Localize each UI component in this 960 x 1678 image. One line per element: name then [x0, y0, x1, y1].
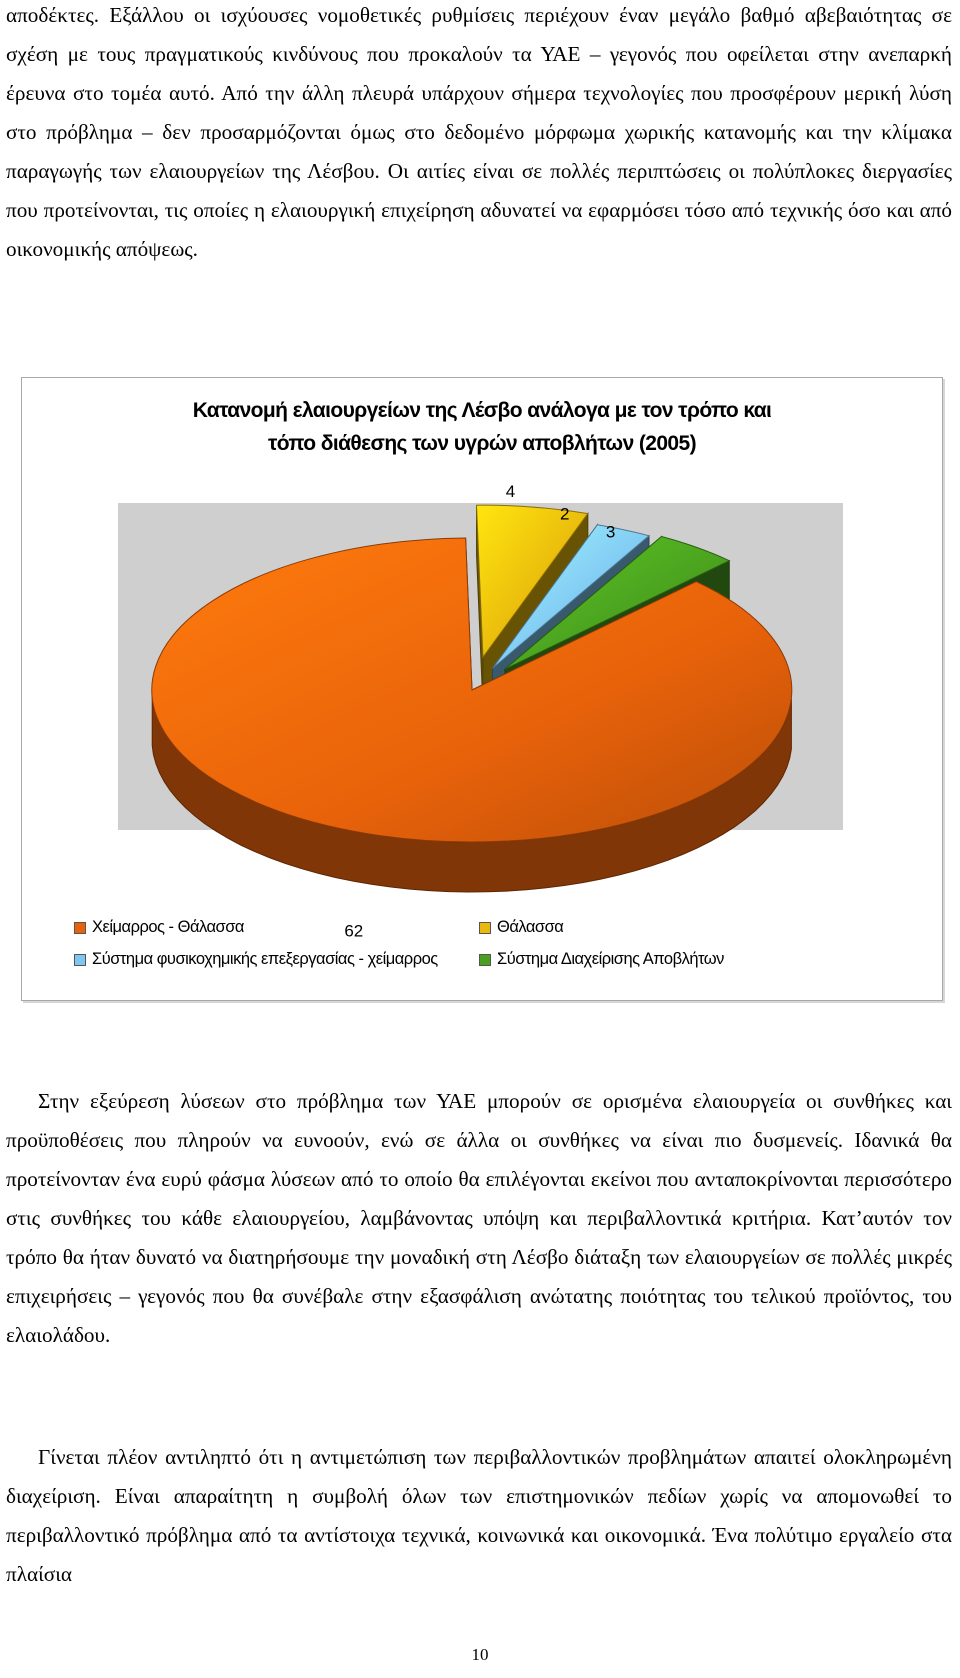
legend-item-torrent-sea: [74, 918, 244, 937]
paragraph-intro: αποδέκτες. Εξάλλου οι ισχύουσες νομοθετικές ρυθμίσεις περιέχουν έναν μεγάλο βαθμό αβεβαιότητας σε σχέση με τους πραγματικούς κινδύνους που προκαλούν τα ΥΑΕ – γεγονός που οφείλεται στην ανεπαρκή έρευνα στο τομέα αυτό. Από την άλλη πλευρά υπάρχουν σήμερα τεχνολογίες που προσφέρουν μερική λύση στο πρόβλημα – δεν προσαρμόζονται όμως στο δεδομένο μόρφωμα χωρικής κατανομής και την κλίμακα παραγωγής των ελαιουργείων της Λέσβου. Οι αιτίες είναι σε πολλές περιπτώσεις οι πολύπλοκες διεργασίες που προτείνονται, τις οποίες η ελαιουργική επιχείρηση αδυνατεί να εφαρμόσει τόσο από τεχνικής όσο και από οικονομικής απόψεως.: [6, 3, 952, 261]
data-label-physicochemical-system: 2: [559, 504, 570, 524]
paragraph-integrated-management: Γίνεται πλέον αντιληπτό ότι η αντιμετώπιση των περιβαλλοντικών προβλημάτων απαιτεί ολοκληρωμένη διαχείριση. Είναι απαραίτητη η συμβολή όλων των επιστημονικών πεδίων χωρίς να απομονωθεί το περιβαλλοντικό πρόβλημα από τα αντίστοιχα τεχνικά, κοινωνικά και οικονομικά. Ένα πολύτιμο εργαλείο στα πλαίσια: [6, 1445, 952, 1586]
legend-label: Θάλασσα: [497, 918, 564, 936]
legend-swatch-green: [479, 954, 491, 966]
pie-chart-svg: [22, 378, 942, 1000]
legend-swatch-yellow: [479, 922, 491, 934]
legend-label: Σύστημα φυσικοχημικής επεξεργασίας - χείμαρρος: [92, 950, 438, 968]
legend-label: Χείμαρρος - Θάλασσα: [92, 918, 244, 936]
legend-item-sea: [479, 918, 563, 937]
data-label-sea: 4: [505, 482, 516, 501]
legend-item-physicochemical-system: [74, 950, 438, 969]
legend-label: Σύστημα Διαχείρισης Αποβλήτων: [497, 950, 724, 968]
legend-swatch-orange: [74, 922, 86, 934]
pie-chart-figure: [21, 377, 943, 1001]
data-label-torrent-sea: 62: [344, 921, 364, 941]
chart-title-line-1: Κατανομή ελαιουργείων της Λέσβο ανάλογα με τον τρόπο και: [192, 399, 772, 422]
legend-swatch-light-blue: [74, 954, 86, 966]
page-number: 10: [471, 1645, 489, 1664]
chart-title-line-2: τόπο διάθεσης των υγρών αποβλήτων (2005): [267, 432, 696, 455]
paragraph-solutions: Στην εξεύρεση λύσεων στο πρόβλημα των ΥΑΕ μπορούν σε ορισμένα ελαιουργεία οι συνθήκες και προϋποθέσεις που πληρούν να ευνοούν, ενώ σε άλλα οι συνθήκες να είναι πιο δυσμενείς. Ιδανικά θα προτείνονταν ένα ευρύ φάσμα λύσεων από το οποίο θα επιλέγονται εκείνοι που ανταποκρίνονται περισσότερο στις συνθήκες του κάθε ελαιουργείου, λαμβάνοντας υπόψη και περιβαλλοντικά κριτήρια. Κατ’αυτόν τον τρόπο θα ήταν δυνατό να διατηρήσουμε την μοναδική στη Λέσβο διάταξη των ελαιουργείων σε πολλές μικρές επιχειρήσεις – γεγονός που θα συνέβαλε στην εξασφάλιση ανώτατης ποιότητας του τελικού προϊόντος, του ελαιολάδου.: [6, 1089, 952, 1347]
data-label-waste-management-system: 3: [605, 522, 616, 542]
chart-title: [22, 394, 942, 460]
legend-item-waste-management-system: [479, 950, 724, 969]
